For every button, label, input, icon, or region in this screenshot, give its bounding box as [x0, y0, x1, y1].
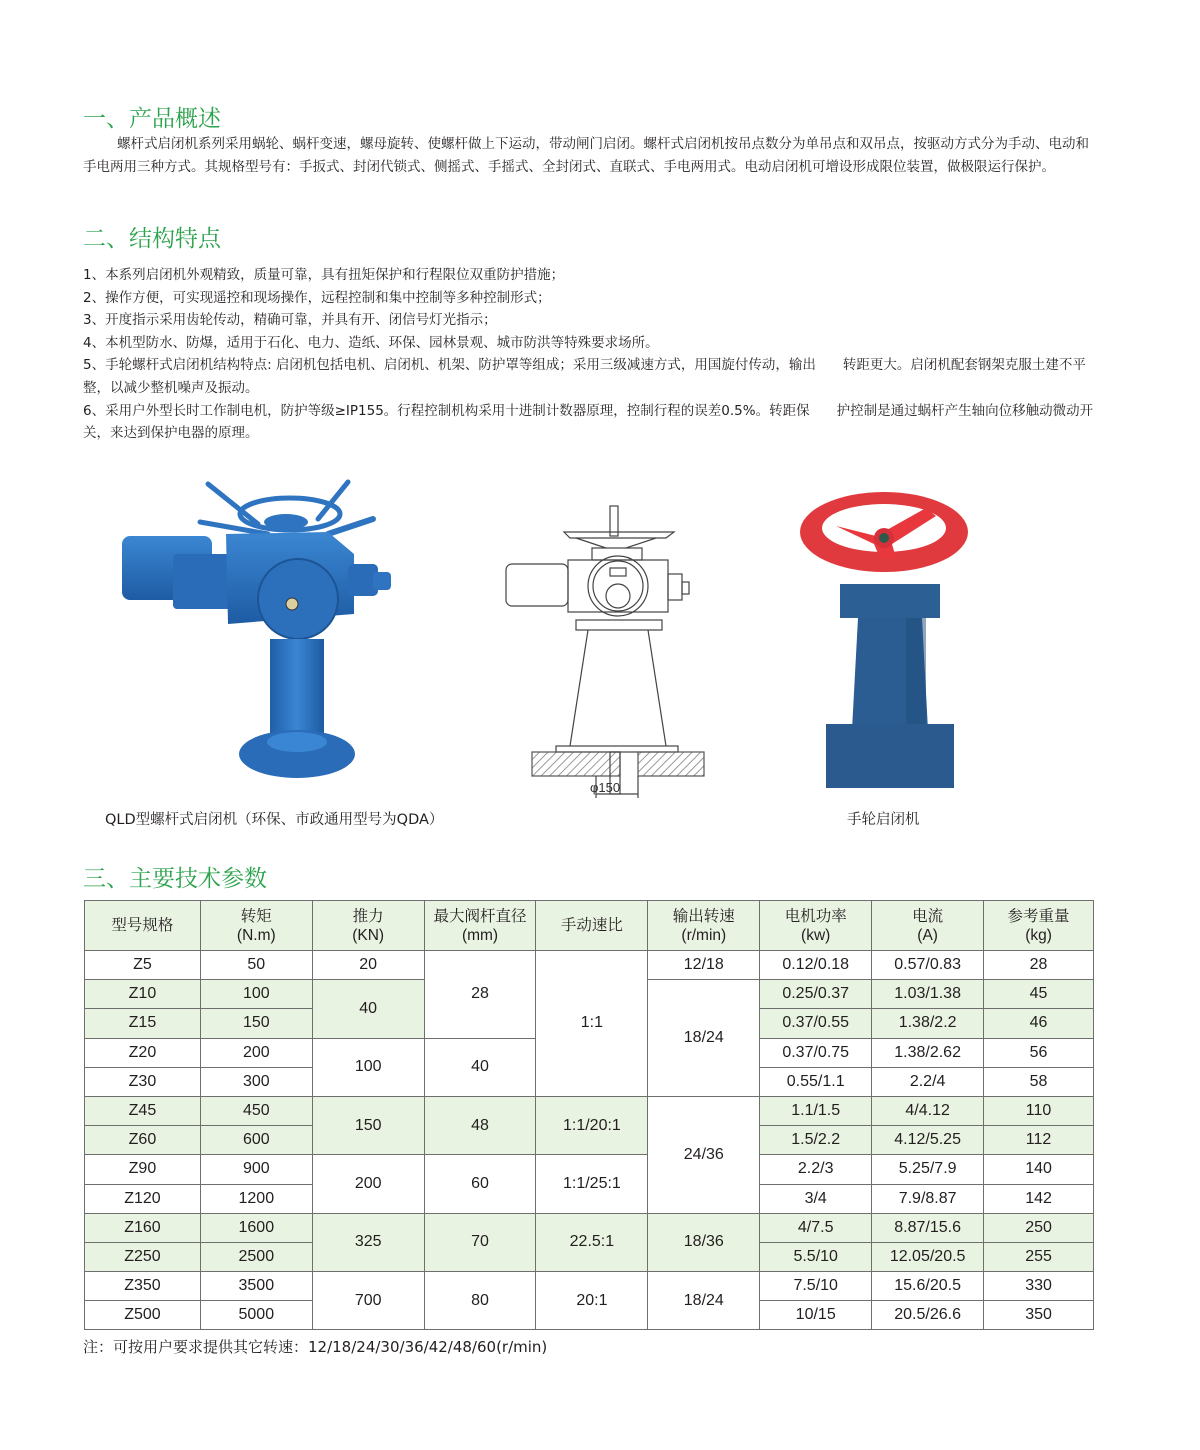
- table-row: [85, 951, 1094, 980]
- technical-drawing: [496, 498, 706, 803]
- cell-power: 0.37/0.55: [760, 1009, 872, 1038]
- feature-item: 5、手轮螺杆式启闭机结构特点: 启闭机包括电机、启闭机、机架、防护罩等组成；采用三级减速方式，用国旋付传动，输出 转距更大。启闭机配套钢架克服土建不平整，以减少整机噪声及振动。: [83, 357, 1086, 396]
- cell-model: Z120: [85, 1184, 201, 1213]
- cell-current: 4/4.12: [872, 1096, 984, 1125]
- cell-model: Z30: [85, 1067, 201, 1096]
- caption-handwheel: 手轮启闭机: [847, 812, 920, 828]
- cell-current: 0.57/0.83: [872, 951, 984, 980]
- cell-stem: 60: [424, 1155, 536, 1213]
- cell-speed: 18/36: [648, 1213, 760, 1271]
- cell-torque: 600: [200, 1126, 312, 1155]
- cell-current: 5.25/7.9: [872, 1155, 984, 1184]
- header-thrust: 推力 (KN): [312, 901, 424, 951]
- cell-power: 0.55/1.1: [760, 1067, 872, 1096]
- cell-stem: 28: [424, 951, 536, 1039]
- cell-power: 4/7.5: [760, 1213, 872, 1242]
- cell-current: 2.2/4: [872, 1067, 984, 1096]
- header-torque: 转矩 (N.m): [200, 901, 312, 951]
- cell-model: Z5: [85, 951, 201, 980]
- cell-current: 15.6/20.5: [872, 1272, 984, 1301]
- cell-speed: 18/24: [648, 1272, 760, 1330]
- electric-actuator-icon: [118, 474, 408, 784]
- cell-power: 10/15: [760, 1301, 872, 1330]
- cell-model: Z250: [85, 1242, 201, 1271]
- header-model: 型号规格: [85, 901, 201, 951]
- features-list: [83, 264, 1095, 445]
- section-title-features: 二、结构特点: [83, 226, 221, 252]
- cell-ratio: 20:1: [536, 1272, 648, 1330]
- cell-weight: 255: [984, 1242, 1094, 1271]
- cell-speed: 24/36: [648, 1096, 760, 1213]
- drawing-icon: [496, 498, 706, 803]
- cell-model: Z20: [85, 1038, 201, 1067]
- header-weight: 参考重量 (kg): [984, 901, 1094, 951]
- cell-torque: 200: [200, 1038, 312, 1067]
- cell-torque: 150: [200, 1009, 312, 1038]
- cell-weight: 330: [984, 1272, 1094, 1301]
- cell-torque: 1200: [200, 1184, 312, 1213]
- cell-current: 7.9/8.87: [872, 1184, 984, 1213]
- cell-weight: 350: [984, 1301, 1094, 1330]
- cell-power: 0.12/0.18: [760, 951, 872, 980]
- cell-weight: 110: [984, 1096, 1094, 1125]
- cell-torque: 50: [200, 951, 312, 980]
- feature-item: 4、本机型防水、防爆，适用于石化、电力、造纸、环保、园林景观、城市防洪等特殊要求场所。: [83, 334, 659, 351]
- cell-model: Z500: [85, 1301, 201, 1330]
- cell-weight: 112: [984, 1126, 1094, 1155]
- table-note: 注：可按用户要求提供其它转速：12/18/24/30/36/42/48/60(r/min): [83, 1338, 548, 1356]
- cell-model: Z60: [85, 1126, 201, 1155]
- cell-weight: 28: [984, 951, 1094, 980]
- cell-stem: 40: [424, 1038, 536, 1096]
- cell-thrust: 700: [312, 1272, 424, 1330]
- feature-item: 6、采用户外型长时工作制电机，防护等级≥IP155。行程控制机构采用十进制计数器原理，控制行程的误差0.5%。转距保 护控制是通过蜗杆产生轴向位移触动微动开关，来达到保护电器的原理。: [83, 402, 1094, 442]
- table-row: [85, 1272, 1094, 1301]
- cell-torque: 3500: [200, 1272, 312, 1301]
- cell-ratio: 1:1/25:1: [536, 1155, 648, 1213]
- cell-weight: 250: [984, 1213, 1094, 1242]
- cell-torque: 300: [200, 1067, 312, 1096]
- cell-weight: 142: [984, 1184, 1094, 1213]
- cell-torque: 5000: [200, 1301, 312, 1330]
- cell-current: 8.87/15.6: [872, 1213, 984, 1242]
- header-manual-ratio: 手动速比: [536, 901, 648, 951]
- spec-table: [84, 900, 1094, 1330]
- cell-torque: 900: [200, 1155, 312, 1184]
- cell-weight: 140: [984, 1155, 1094, 1184]
- cell-weight: 58: [984, 1067, 1094, 1096]
- cell-current: 1.03/1.38: [872, 980, 984, 1009]
- cell-thrust: 20: [312, 951, 424, 980]
- cell-weight: 56: [984, 1038, 1094, 1067]
- cell-stem: 48: [424, 1096, 536, 1154]
- cell-thrust: 100: [312, 1038, 424, 1096]
- cell-ratio: 22.5:1: [536, 1213, 648, 1271]
- handwheel-icon: [796, 488, 976, 792]
- section-title-specs: 三、主要技术参数: [83, 866, 267, 892]
- cell-torque: 2500: [200, 1242, 312, 1271]
- overview-text: 螺杆式启闭机系列采用蜗轮、蜗杆变速，螺母旋转、使螺杆做上下运动，带动闸门启闭。螺杆式启闭机按吊点数分为单吊点和双吊点，按驱动方式分为手动、电动和手电两用三种方式。其规格型号有：手扳式、封闭代锁式、侧摇式、手摇式、全封闭式、直联式、手电两用式。电动启闭机可增设形成限位装置，做极限运行保护。: [83, 136, 1089, 175]
- cell-torque: 1600: [200, 1213, 312, 1242]
- feature-item: 2、操作方便，可实现遥控和现场操作，远程控制和集中控制等多种控制形式；: [83, 289, 551, 306]
- header-stem-diameter: 最大阀杆直径 (mm): [424, 901, 536, 951]
- cell-thrust: 325: [312, 1213, 424, 1271]
- cell-current: 20.5/26.6: [872, 1301, 984, 1330]
- cell-torque: 100: [200, 980, 312, 1009]
- cell-model: Z160: [85, 1213, 201, 1242]
- cell-current: 4.12/5.25: [872, 1126, 984, 1155]
- cell-weight: 46: [984, 1009, 1094, 1038]
- cell-speed: 18/24: [648, 980, 760, 1097]
- cell-thrust: 150: [312, 1096, 424, 1154]
- section-title-overview: 一、产品概述: [83, 106, 221, 132]
- feature-item: 1、本系列启闭机外观精致，质量可靠，具有扭矩保护和行程限位双重防护措施；: [83, 267, 565, 283]
- cell-model: Z90: [85, 1155, 201, 1184]
- table-row: [85, 1213, 1094, 1242]
- feature-item: 3、开度指示采用齿轮传动，精确可靠，并具有开、闭信号灯光指示；: [83, 312, 497, 329]
- cell-power: 1.5/2.2: [760, 1126, 872, 1155]
- header-motor-power: 电机功率 (kw): [760, 901, 872, 951]
- table-row: [85, 1155, 1094, 1184]
- cell-model: Z15: [85, 1009, 201, 1038]
- header-output-speed: 输出转速 (r/min): [648, 901, 760, 951]
- cell-stem: 70: [424, 1213, 536, 1271]
- electric-actuator-image: [118, 474, 408, 784]
- cell-thrust: 40: [312, 980, 424, 1038]
- cell-power: 1.1/1.5: [760, 1096, 872, 1125]
- cell-weight: 45: [984, 980, 1094, 1009]
- cell-power: 0.37/0.75: [760, 1038, 872, 1067]
- handwheel-image: [796, 488, 976, 792]
- cell-model: Z350: [85, 1272, 201, 1301]
- diameter-label: φ150: [590, 780, 621, 795]
- caption-electric: QLD型螺杆式启闭机（环保、市政通用型号为QDA）: [105, 812, 444, 828]
- cell-current: 1.38/2.62: [872, 1038, 984, 1067]
- cell-torque: 450: [200, 1096, 312, 1125]
- cell-stem: 80: [424, 1272, 536, 1330]
- cell-model: Z10: [85, 980, 201, 1009]
- overview-paragraph: [83, 133, 1095, 178]
- cell-current: 1.38/2.2: [872, 1009, 984, 1038]
- table-header-row: [85, 901, 1094, 951]
- cell-power: 2.2/3: [760, 1155, 872, 1184]
- cell-power: 7.5/10: [760, 1272, 872, 1301]
- cell-ratio: 1:1: [536, 951, 648, 1097]
- cell-model: Z45: [85, 1096, 201, 1125]
- table-row: [85, 1096, 1094, 1125]
- cell-power: 0.25/0.37: [760, 980, 872, 1009]
- cell-speed: 12/18: [648, 951, 760, 980]
- cell-thrust: 200: [312, 1155, 424, 1213]
- cell-ratio: 1:1/20:1: [536, 1096, 648, 1154]
- cell-current: 12.05/20.5: [872, 1242, 984, 1271]
- header-current: 电流 (A): [872, 901, 984, 951]
- cell-power: 5.5/10: [760, 1242, 872, 1271]
- cell-power: 3/4: [760, 1184, 872, 1213]
